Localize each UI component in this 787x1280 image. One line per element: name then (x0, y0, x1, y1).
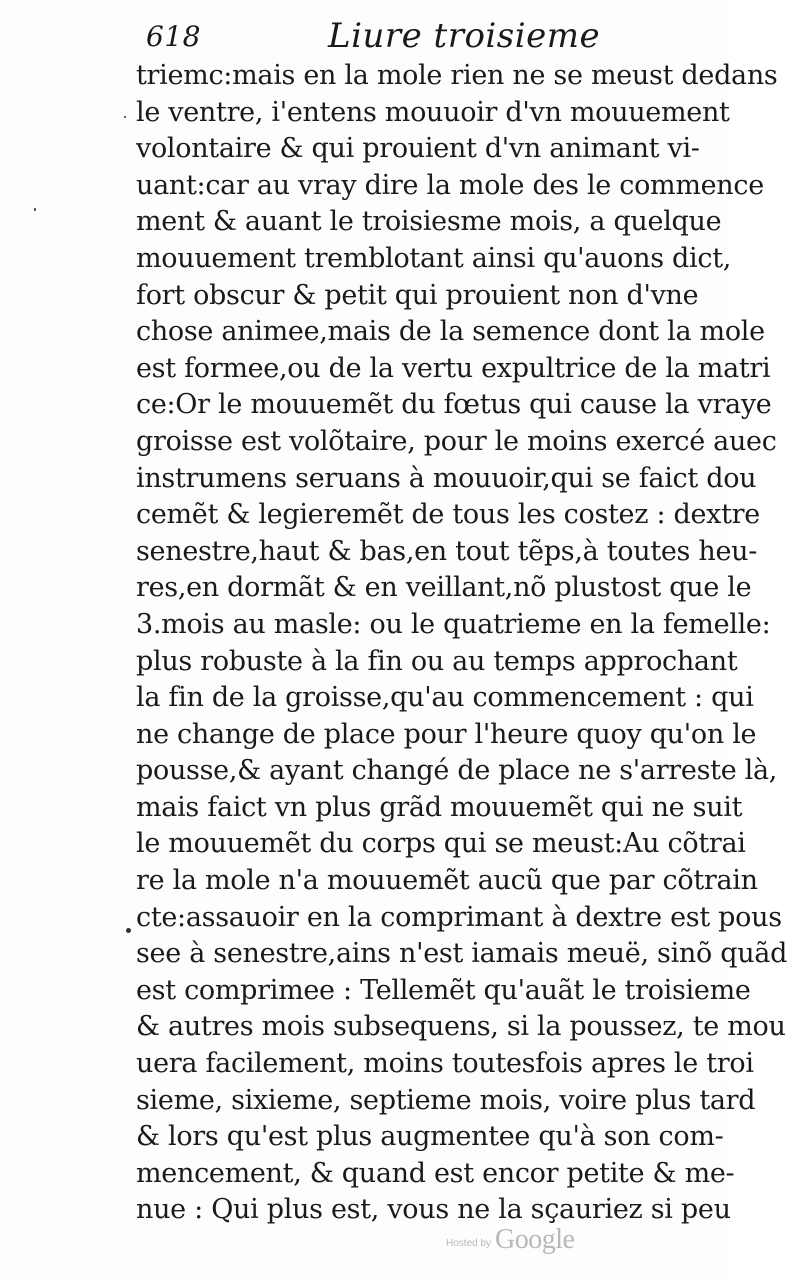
text-line: sieme, sixieme, septieme mois, voire plus tard (136, 1084, 756, 1116)
text-line: groisse est volõtaire, pour le moins exercé auec (136, 425, 777, 457)
text-line: volontaire & qui prouient d'vn animant vi- (136, 133, 700, 165)
ink-speck (126, 928, 131, 933)
running-head (136, 14, 696, 64)
text-line: uant:car au vray dire la mole des le commence (136, 169, 764, 201)
body-text (136, 58, 787, 1229)
text-line: plus robuste à la fin ou au temps approchant (136, 645, 738, 677)
hosted-by-label: Hosted by (446, 1238, 492, 1249)
text-line: 3.mois au masle: ou le quatrieme en la femelle: (136, 608, 771, 640)
text-line: see à senestre,ains n'est iamais meuë, sinõ quãd (136, 938, 787, 970)
text-line: res,en dormãt & en veillant,nõ plustost que le (136, 572, 752, 604)
text-line: & autres mois subsequens, si la poussez, te mou (136, 1011, 786, 1043)
text-line: mouuement tremblotant ainsi qu'auons dict, (136, 242, 732, 274)
text-line: le mouuemẽt du corps qui se meust:Au cõtrai (136, 828, 746, 860)
text-line: est comprimee : Tellemẽt qu'auãt le troisieme (136, 974, 751, 1006)
text-line: ment & auant le troisiesme mois, a quelque (136, 206, 722, 238)
hosted-by-attribution (446, 1216, 574, 1256)
running-head-title: Liure troisieme (328, 16, 601, 56)
text-line: pousse,& ayant changé de place ne s'arreste là, (136, 755, 778, 787)
text-line: senestre,haut & bas,en tout tẽps,à toutes heu- (136, 535, 758, 567)
text-line: mais faict vn plus grãd mouuemẽt qui ne suit (136, 791, 743, 823)
text-line: instrumens seruans à mouuoir,qui se faict dou (136, 462, 757, 494)
text-line: fort obscur & petit qui prouient non d'vne (136, 279, 699, 311)
text-line: est formee,ou de la vertu expultrice de la matri (136, 352, 771, 384)
text-line: ce:Or le mouuemẽt du fœtus qui cause la vraye (136, 389, 772, 421)
text-line: chose animee,mais de la semence dont la mole (136, 316, 765, 348)
text-line: la fin de la groisse,qu'au commencement : qui (136, 682, 754, 714)
text-line: & lors qu'est plus augmentee qu'à son com- (136, 1121, 724, 1153)
text-line: nue : Qui plus est, vous ne la sçauriez si peu (136, 1194, 731, 1226)
text-line: cte:assauoir en la comprimant à dextre est pous (136, 901, 782, 933)
text-line: le ventre, i'entens mouuoir d'vn mouuement (136, 96, 730, 128)
text-line: ne change de place pour l'heure quoy qu'on le (136, 718, 757, 750)
ink-speck (34, 208, 36, 211)
page-number: 618 (146, 20, 201, 53)
google-logo: Google (495, 1224, 575, 1255)
text-line: re la mole n'a mouuemẽt aucũ que par cõtrain (136, 865, 758, 897)
text-line: triemc:mais en la mole rien ne se meust dedans (136, 60, 778, 91)
ink-speck (124, 116, 126, 118)
text-line: mencement, & quand est encor petite & me- (136, 1157, 735, 1189)
text-line: uera facilement, moins toutesfois apres le troi (136, 1048, 754, 1080)
text-line: cemẽt & legieremẽt de tous les costez : dextre (136, 499, 760, 531)
